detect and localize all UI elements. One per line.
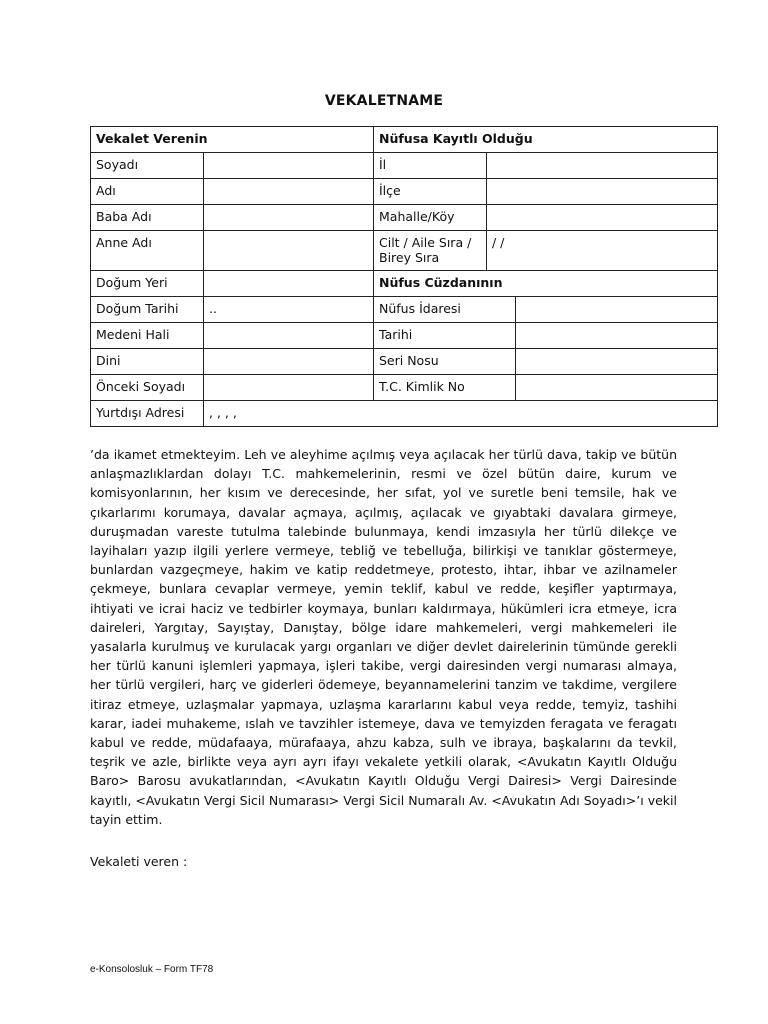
marital-status-value xyxy=(204,323,374,349)
previous-surname-label: Önceki Soyadı xyxy=(91,375,204,401)
neighborhood-value xyxy=(487,205,718,231)
surname-value xyxy=(204,153,374,179)
marital-status-label: Medeni Hali xyxy=(91,323,204,349)
name-label: Adı xyxy=(91,179,204,205)
grantor-header: Vekalet Verenin xyxy=(91,127,374,153)
volume-family-label: Cilt / Aile Sıra / Birey Sıra xyxy=(374,231,487,271)
father-name-value xyxy=(204,205,374,231)
birthdate-label: Doğum Tarihi xyxy=(91,297,204,323)
form-footer: e-Konsolosluk – Form TF78 xyxy=(90,964,214,975)
mother-name-value xyxy=(204,231,374,271)
registry-header: Nüfusa Kayıtlı Olduğu xyxy=(374,127,718,153)
mother-name-label: Anne Adı xyxy=(91,231,204,271)
volume-family-value: / / xyxy=(487,231,718,271)
registry-office-label: Nüfus İdaresi xyxy=(374,297,516,323)
national-id-label: T.C. Kimlik No xyxy=(374,375,516,401)
serial-number-label: Seri Nosu xyxy=(374,349,516,375)
father-name-label: Baba Adı xyxy=(91,205,204,231)
signer-label: Vekaleti veren : xyxy=(90,854,188,869)
birthplace-label: Doğum Yeri xyxy=(91,271,204,297)
religion-label: Dini xyxy=(91,349,204,375)
national-id-value xyxy=(516,375,718,401)
surname-label: Soyadı xyxy=(91,153,204,179)
foreign-address-label: Yurtdışı Adresi xyxy=(91,401,204,427)
id-card-header: Nüfus Cüzdanının xyxy=(374,271,718,297)
issue-date-value xyxy=(516,323,718,349)
district-label: İlçe xyxy=(374,179,487,205)
name-value xyxy=(204,179,374,205)
issue-date-label: Tarihi xyxy=(374,323,516,349)
religion-value xyxy=(204,349,374,375)
previous-surname-value xyxy=(204,375,374,401)
district-value xyxy=(487,179,718,205)
birthdate-value: .. xyxy=(204,297,374,323)
province-value xyxy=(487,153,718,179)
power-of-attorney-text: ’da ikamet etmekteyim. Leh ve aleyhime açılmış veya açılacak her türlü dava, takip ve bütün anlaşmazlıklardan dolayı T.C. mahkemelerinin, resmi ve özel bütün daire, kurum ve komisyonlarının, her kısım ve derecesinde, her sıfat, yol ve suretle beni temsile, hak ve çıkarlarımı korumaya, davalar açmaya, açılmış, açılacak ve gıyabtaki davalara girmeye, duruşmadan vareste tutulma talebinde bulunmaya, kendi imzasıyla her türlü dilekçe ve layihaları yazıp ilgili yerlere vermeye, tebliğ ve tebelluğa, bilirkişi ve tanıklar göstermeye, bunlardan vazgeçmeye, hakim ve katip reddetmeye, protesto, ihtar, ihbar ve azilnameler çekmeye, bunlara cevaplar vermeye, yemin teklif, kabul ve redde, keşifler yaptırmaya, ihtiyati ve icrai haciz ve tedbirler koymaya, bunları kaldırmaya, hükümleri icra etmeye, icra daireleri, Yargıtay, Sayıştay, Danıştay, bölge idare mahkemeleri, vergi mahkemeleri ile yasalarla kurulmuş ve kurulacak yargı organları ve diğer devlet dairelerinin tümünde gerekli her türlü kanuni işlemleri yapmaya, işleri takibe, vergi dairesinden vergi numarası almaya, her türlü vergileri, harç ve giderleri ödemeye, beyannamelerini tanzim ve takdime, vergilere itiraz etmeye, uzlaşmalar yapmaya, uzlaşma kararlarını kabul veya redde, temyiz, tashihi karar, iadei muhakeme, ıslah ve tavzihler istemeye, dava ve temyizden feragata ve feragatı kabul ve redde, müdafaaya, mürafaaya, ahzu kabza, sulh ve ibraya, başkalarını da tevkil, teşrik ve azle, birlikte veya ayrı ayrı ifayı vekalete yetkili olarak, <Avukatın Kayıtlı Olduğu Baro> Barosu avukatlarından, <Avukatın Kayıtlı Olduğu Vergi Dairesi> Vergi Dairesinde kayıtlı, <Avukatın Vergi Sicil Numarası> Vergi Sicil Numaralı Av. <Avukatın Adı Soyadı>’ı vekil tayin ettim. xyxy=(90,447,677,827)
birthplace-value xyxy=(204,271,374,297)
province-label: İl xyxy=(374,153,487,179)
document-title: VEKALETNAME xyxy=(324,93,444,109)
foreign-address-value: , , , , xyxy=(204,401,718,427)
proxy-info-table xyxy=(90,126,718,427)
neighborhood-label: Mahalle/Köy xyxy=(374,205,487,231)
registry-office-value xyxy=(516,297,718,323)
serial-number-value xyxy=(516,349,718,375)
